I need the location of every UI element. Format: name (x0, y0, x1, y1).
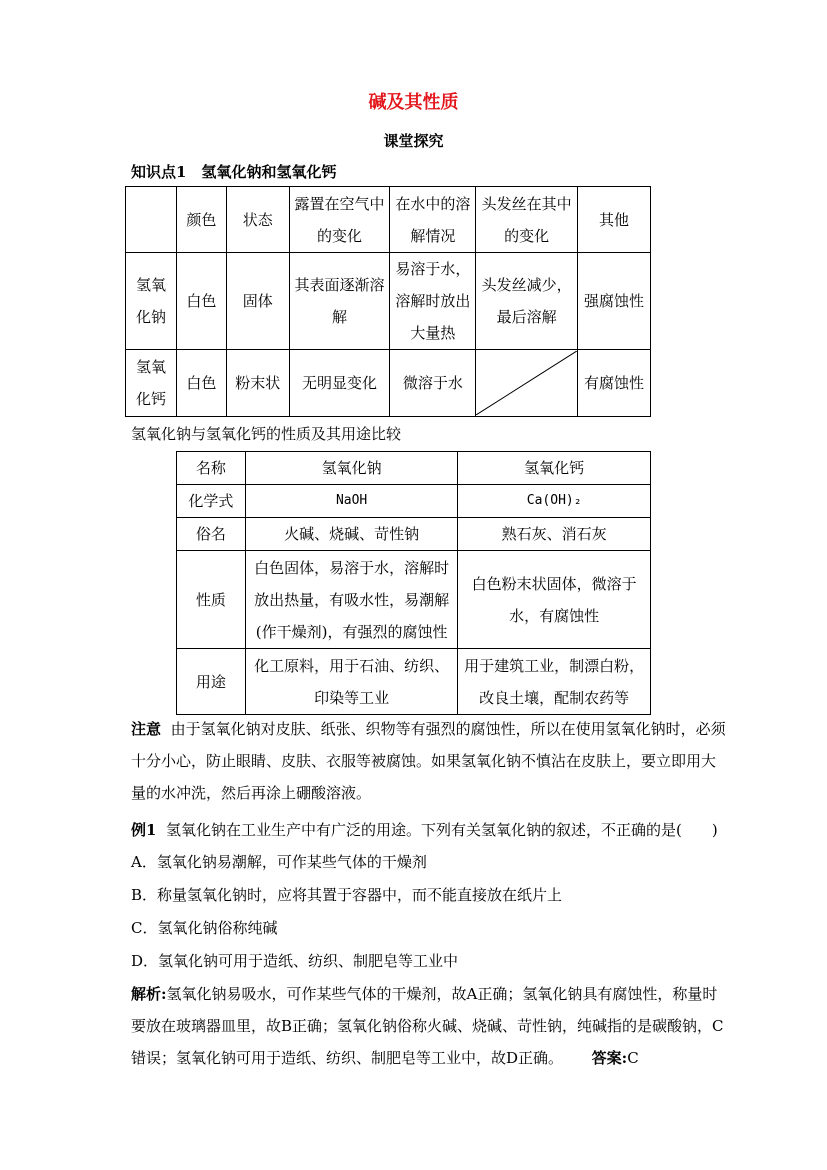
diagonal-line (476, 351, 577, 415)
answer-value: C (627, 1049, 639, 1067)
example-label: 例1 (131, 821, 157, 839)
table-cell: 俗名 (177, 518, 246, 551)
table-cell: 化学式 (177, 485, 246, 518)
table-header-cell: 露置在空气中的变化 (289, 187, 390, 253)
analysis-paragraph (131, 978, 726, 1074)
table-row (126, 350, 651, 417)
note-paragraph (131, 713, 726, 809)
table-row (177, 452, 651, 485)
option-b: B．称量氢氧化钠时，应将其置于容器中，而不能直接放在纸片上 (131, 886, 563, 904)
table-header-cell: 氢氧化钙 (458, 452, 651, 485)
table-header-cell: 在水中的溶解情况 (390, 187, 476, 253)
example-question (131, 814, 726, 846)
table-row (126, 253, 651, 350)
table-cell: 无明显变化 (289, 350, 390, 417)
table-row (177, 551, 651, 649)
table-caption: 氢氧化钠与氢氧化钙的性质及其用途比较 (131, 425, 402, 443)
table-header-cell: 其他 (578, 187, 651, 253)
table-cell: 白色粉末状固体，微溶于水，有腐蚀性 (458, 551, 651, 649)
comparison-table-2 (176, 451, 651, 715)
table-cell: 用于建筑工业，制漂白粉，改良土壤，配制农药等 (458, 649, 651, 715)
empty-diagonal-cell (476, 350, 578, 417)
table-cell: 氢氧化钙 (126, 350, 177, 417)
table-header-cell: 名称 (177, 452, 246, 485)
table-cell: 熟石灰、消石灰 (458, 518, 651, 551)
option-a: A．氢氧化钠易潮解，可作某些气体的干燥剂 (131, 853, 427, 871)
section-subtitle: 课堂探究 (383, 132, 444, 150)
table-cell: 氢氧化钠 (126, 253, 177, 350)
table-header-cell (126, 187, 177, 253)
note-label: 注意 (131, 720, 162, 738)
table-cell: 强腐蚀性 (578, 253, 651, 350)
page-title: 碱及其性质 (368, 92, 459, 113)
answer-label: 答案: (591, 1049, 628, 1067)
table-row (177, 518, 651, 551)
table-cell: 其表面逐渐溶解 (289, 253, 390, 350)
table-header-cell: 状态 (226, 187, 289, 253)
comparison-table-1 (125, 186, 651, 417)
knowledge-point-heading: 知识点1 氢氧化钠和氢氧化钙 (131, 163, 337, 181)
table-header-cell: 头发丝在其中的变化 (476, 187, 578, 253)
table-row (126, 187, 651, 253)
table-cell: 性质 (177, 551, 246, 649)
table-header-cell: 颜色 (176, 187, 226, 253)
option-d: D．氢氧化钠可用于造纸、纺织、制肥皂等工业中 (131, 952, 459, 970)
table-cell: 易溶于水，溶解时放出大量热 (390, 253, 476, 350)
table-cell: Ca(OH)₂ (458, 485, 651, 518)
table-cell: 微溶于水 (390, 350, 476, 417)
table-cell: 白色固体，易溶于水，溶解时放出热量，有吸水性，易潮解(作干燥剂)，有强烈的腐蚀性 (245, 551, 458, 649)
analysis-text: 氢氧化钠易吸水，可作某些气体的干燥剂，故A正确；氢氧化钠具有腐蚀性，称量时要放在玻璃器皿里，故B正确；氢氧化钠俗称火碱、烧碱、苛性钠，纯碱指的是碳酸钠，C错误；氢氧化钠可用于造纸、纺织、制肥皂等工业中，故D正确。 (131, 985, 724, 1067)
table-row (177, 485, 651, 518)
table-cell: 火碱、烧碱、苛性钠 (245, 518, 458, 551)
table-cell: 化工原料，用于石油、纺织、印染等工业 (245, 649, 458, 715)
analysis-label: 解析: (131, 985, 167, 1003)
table-cell: 有腐蚀性 (578, 350, 651, 417)
option-c: C．氢氧化钠俗称纯碱 (131, 919, 278, 937)
note-text: 由于氢氧化钠对皮肤、纸张、织物等有强烈的腐蚀性，所以在使用氢氧化钠时，必须十分小心，防止眼睛、皮肤、衣服等被腐蚀。如果氢氧化钠不慎沾在皮肤上，要立即用大量的水冲洗，然后再涂上硼酸溶液。 (131, 720, 726, 802)
table-cell: 头发丝减少，最后溶解 (476, 253, 578, 350)
table-header-cell: 氢氧化钠 (245, 452, 458, 485)
table-cell: NaOH (245, 485, 458, 518)
table-cell: 用途 (177, 649, 246, 715)
table-cell: 固体 (226, 253, 289, 350)
table-cell: 粉末状 (226, 350, 289, 417)
example-text: 氢氧化钠在工业生产中有广泛的用途。下列有关氢氧化钠的叙述，不正确的是( ) (165, 821, 718, 839)
table-cell: 白色 (176, 253, 226, 350)
table-cell: 白色 (176, 350, 226, 417)
table-row (177, 649, 651, 715)
